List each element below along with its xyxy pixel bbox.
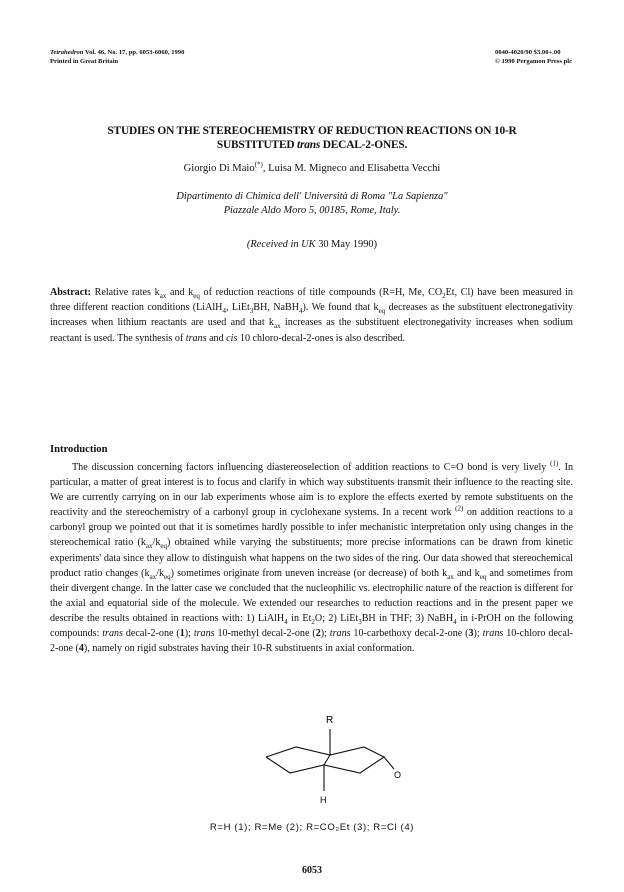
volume-info: Vol. 46, No. 17, pp. 6053-6060, 1990 <box>83 49 185 56</box>
introduction-body <box>50 460 573 656</box>
affiliation <box>0 190 624 218</box>
sub-eq: eq <box>378 307 386 316</box>
issn-block <box>495 48 572 66</box>
abstract-text: and k <box>166 287 194 298</box>
sub-ax: ax <box>159 292 167 301</box>
sub-eq: eq <box>160 542 167 551</box>
intro-text: ); <box>473 628 483 640</box>
decalone-structure <box>246 703 416 813</box>
abstract-text: of reduction reactions of title compounds (R=H, Me, CO <box>199 287 443 298</box>
affiliation-line-2: Piazzale Aldo Moro 5, 00185, Rome, Italy. <box>223 205 401 216</box>
intro-text: ); <box>320 628 330 640</box>
abstract-text: BH, NaBH <box>253 302 299 314</box>
intro-text: ), namely on rigid substrates having their 10-R substituents in axial conformation. <box>83 643 415 655</box>
sub-eq: eq <box>479 572 487 581</box>
intro-text: The discussion concerning factors influencing diastereoselection of addition reactions to C=O bond is very lively <box>72 462 551 473</box>
sub-3: 3 <box>249 307 254 316</box>
trans-italic: trans <box>482 628 504 640</box>
abstract-text: Relative rates k <box>90 287 160 298</box>
ring-bonds <box>266 729 394 791</box>
author-list <box>0 160 624 174</box>
trans-italic: trans <box>193 628 215 640</box>
sub-3: 3 <box>358 617 362 626</box>
trans-italic: trans <box>102 628 123 640</box>
intro-text: /k <box>156 567 165 579</box>
received-day: 30 May 1990 <box>318 239 374 250</box>
abstract-text: and <box>206 332 227 344</box>
compound-4: 4 <box>78 643 84 655</box>
intro-text: ); <box>184 628 194 640</box>
intro-text: 10-methyl decal-2-one ( <box>214 628 316 640</box>
abstract-text: , LiEt <box>225 302 250 314</box>
reference-1: (1) <box>550 459 559 468</box>
abstract-text: decreases as the substituent electronegativity increases when lithium reactants are used and that k <box>50 302 573 329</box>
title-text-end: DECAL-2-ONES. <box>320 139 408 151</box>
trans-italic: trans <box>329 628 351 640</box>
abstract-text: ). We found that k <box>302 302 379 314</box>
sub-2: 2 <box>311 617 315 626</box>
copyright-line: © 1990 Pergamon Press plc <box>495 58 572 65</box>
sub-ax: ax <box>273 322 281 331</box>
sub-eq: eq <box>193 292 200 301</box>
intro-text: decal-2-one ( <box>122 628 180 640</box>
paper-title <box>70 124 554 152</box>
intro-text: in Et <box>287 612 312 624</box>
sub-ax: ax <box>145 542 153 551</box>
journal-citation <box>50 48 184 66</box>
h-label: H <box>320 795 327 805</box>
affiliation-line-1: Dipartimento di Chimica dell' Università di Roma "La Sapienza" <box>176 191 448 202</box>
title-trans: trans <box>297 139 321 151</box>
compound-2: 2 <box>315 628 321 640</box>
intro-text: and k <box>453 567 480 579</box>
figure-caption: R=H (1); R=Me (2); R=CO₂Et (3); R=Cl (4) <box>209 822 415 833</box>
abstract <box>50 285 573 346</box>
intro-text: ) sometimes originate from uneven increase (or decrease) of both k <box>170 567 448 579</box>
intro-text: . In particular, a matter of great interest is to focus and clarify in which way substituents transmit their influence to the reacting site. We are currently carrying on in our lab experiments whose aim is to explore the effects exerted by remote substituents on the reactivity and the stereochemistry of a carbonyl group in cyclohexane systems. In a recent work <box>50 462 573 519</box>
sub-4: 4 <box>284 617 288 626</box>
title-line-1: STUDIES ON THE STEREOCHEMISTRY OF REDUCTION REACTIONS ON 10-R <box>107 125 517 137</box>
received-close: ) <box>373 239 378 250</box>
abstract-text: 10 chloro-decal-2-ones is also described. <box>237 332 406 344</box>
compound-3: 3 <box>468 628 474 640</box>
intro-text: ) obtained while varying the substituents; more precise informations can be drawn from kinetic experiments' data since they allow to distinguish what happens on the two sides of the ring. Our data showed that stereochemical product ratio changes (k <box>50 537 573 579</box>
sub-eq: eq <box>164 572 171 581</box>
sub-ax: ax <box>447 572 454 581</box>
intro-text: and sometimes from their divergent change. In the latter case we concluded that the nucleophilic vs. electrophilic nature of the reaction is different for the axial and equatorial side of the molecule. We extended our researches to reduction reactions and in the present paper we describe the results obtained in reactions with: 1) LiAlH <box>50 567 573 624</box>
author-first: Giorgio Di Maio <box>183 163 255 174</box>
abstract-trans: trans <box>185 332 207 344</box>
title-text: SUBSTITUTED <box>216 139 298 151</box>
intro-text: on addition reactions to a carbonyl group we pointed out that it is sometimes hardly possible to infer mechanistic interpretation only using changes in the stereochemical ratio (k <box>50 507 574 549</box>
sub-2: 2 <box>442 292 446 301</box>
sub-4: 4 <box>453 617 457 626</box>
reference-2: (2) <box>455 504 464 513</box>
sub-ax: ax <box>149 572 157 581</box>
corresponding-mark: (*) <box>254 160 263 169</box>
author-rest: , Luisa M. Migneco and Elisabetta Vecchi <box>262 163 441 174</box>
abstract-label: Abstract: <box>50 287 91 298</box>
sub-4: 4 <box>222 307 226 316</box>
abstract-text: increases as the substituent electronegativity increases when sodium reactant is used. The synthesis of <box>50 317 573 344</box>
intro-text: BH in THF; 3) NaBH <box>361 612 454 624</box>
intro-text: in i-PrOH on the following compounds: <box>50 612 574 640</box>
journal-name: Tetrahedron <box>50 49 84 56</box>
abstract-text: Et, Cl) have been measured in three different reaction conditions (LiAlH <box>50 287 573 314</box>
section-heading: Introduction <box>50 444 108 455</box>
o-label: O <box>394 770 402 780</box>
intro-text: /k <box>152 537 161 549</box>
intro-text: 10-chloro decal-2-one ( <box>50 628 573 655</box>
abstract-cis: cis <box>226 332 238 344</box>
r-substituent-label: R <box>326 715 334 726</box>
issn-price: 0040-4020/90 $3.00+.00 <box>495 49 561 56</box>
intro-text: 10-carbethoxy decal-2-one ( <box>350 628 469 640</box>
intro-text: O; 2) LiEt <box>314 612 359 624</box>
title-line-2 <box>70 138 554 152</box>
sub-4: 4 <box>299 307 303 316</box>
printed-in: Printed in Great Britain <box>50 58 119 65</box>
received-date <box>0 239 624 250</box>
page-number: 6053 <box>302 865 322 876</box>
intro-paragraph <box>50 460 573 656</box>
compound-1: 1 <box>179 628 185 640</box>
received-prefix: (Received in UK <box>246 239 319 250</box>
